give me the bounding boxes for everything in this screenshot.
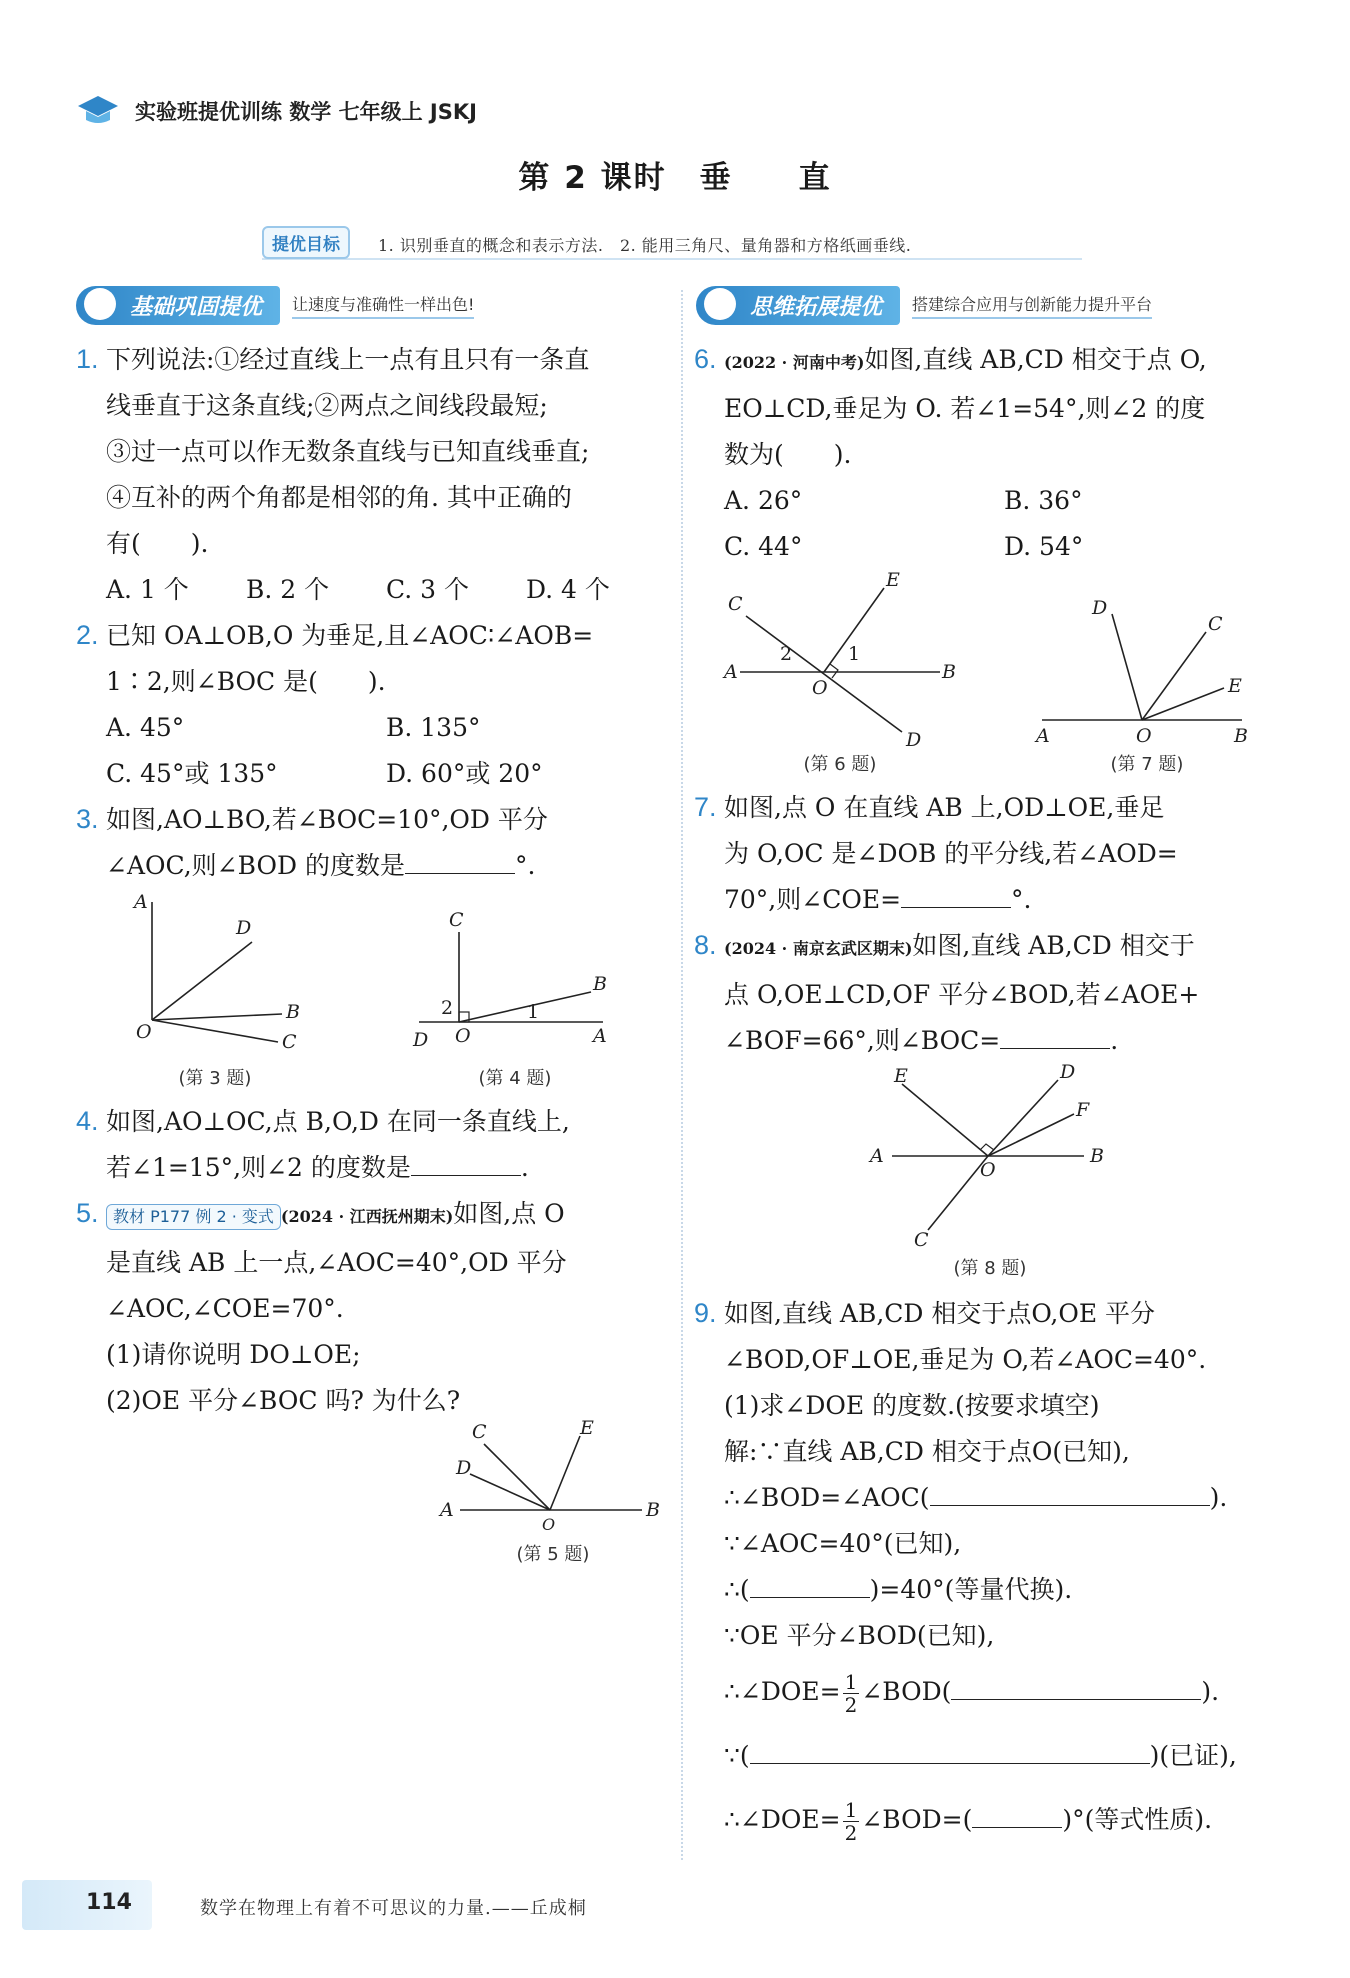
svg-text:B: B xyxy=(1234,725,1248,747)
svg-text:A: A xyxy=(440,1499,454,1521)
figure-8-caption: (第 8 题) xyxy=(953,1258,1027,1279)
question-2: 2. 已知 OA⊥OB,O 为垂足,且∠AOC∶∠AOB= 1∶2,则∠BOC 是( ). A. 45° B. 135° C. 45°或 135° D. 60°或 20° xyxy=(76,612,666,797)
option: C. 45°或 135° xyxy=(106,759,278,788)
option: D. 4 个 xyxy=(526,575,610,604)
question-7: 7. 如图,点 O 在直线 AB 上,OD⊥OE,垂足 为 O,OC 是∠DOB 的平分线,若∠AOD= 70°,则∠COE= °. xyxy=(694,792,1178,914)
svg-text:1: 1 xyxy=(848,643,861,665)
svg-text:2: 2 xyxy=(780,643,793,665)
svg-text:D: D xyxy=(1092,597,1108,619)
atom-icon xyxy=(704,288,736,320)
page-number: 114 xyxy=(86,1890,132,1915)
goal-tag: 提优目标 xyxy=(262,226,350,259)
svg-text:B: B xyxy=(593,973,607,995)
column-divider xyxy=(681,290,683,1860)
answer-blank[interactable] xyxy=(930,1505,1210,1506)
svg-text:C: C xyxy=(914,1229,929,1251)
svg-text:A: A xyxy=(870,1145,884,1167)
option: B. 36° xyxy=(1004,486,1083,515)
section-basic xyxy=(76,286,474,324)
svg-text:D: D xyxy=(456,1457,472,1479)
option: B. 135° xyxy=(386,713,481,742)
answer-blank[interactable] xyxy=(750,1763,1150,1764)
svg-text:D: D xyxy=(236,917,252,939)
question-source: (2022 · 河南中考) xyxy=(724,353,865,372)
question-4: 4. 如图,AO⊥OC,点 B,O,D 在同一条直线上, 若∠1=15°,则∠2 的度数是 . xyxy=(76,1106,570,1182)
svg-text:A: A xyxy=(593,1025,607,1047)
question-9: 9. 如图,直线 AB,CD 相交于点O,OE 平分 ∠BOD,OF⊥OE,垂足为 O,若∠AOC=40°. (1)求∠DOE 的度数.(按要求填空) 解:∵直线 AB,CD 相交于点O(已知), ∴∠BOD=∠AOC( ). ∵∠AOC=40°(已知), ∴( )=40°(等量代换). ∵OE 平分∠BOD(已知), ∴∠DOE= $\frac{1}{2}$ ∠BOD( ). ∵( )(已证), ∴∠DOE= $\frac{1}{2}$ ∠BOD=( )°(等式性质). xyxy=(694,1298,1237,1845)
svg-text:2: 2 xyxy=(441,997,454,1019)
svg-text:E: E xyxy=(886,569,900,591)
svg-text:D: D xyxy=(1060,1061,1076,1083)
svg-text:O: O xyxy=(455,1025,471,1047)
question-source: (2024 · 南京玄武区期末) xyxy=(724,939,913,958)
svg-text:O: O xyxy=(542,1515,556,1534)
svg-text:B: B xyxy=(1090,1145,1104,1167)
svg-text:C: C xyxy=(472,1421,487,1443)
svg-text:C: C xyxy=(728,593,743,615)
svg-text:C: C xyxy=(449,909,464,931)
answer-blank[interactable] xyxy=(750,1597,870,1598)
svg-text:B: B xyxy=(942,661,956,683)
svg-text:O: O xyxy=(136,1021,152,1043)
svg-text:O: O xyxy=(812,677,828,699)
option: B. 2 个 xyxy=(246,575,330,604)
option: A. 45° xyxy=(106,713,185,742)
figure-4-caption: (第 4 题) xyxy=(478,1068,552,1089)
question-5: 5. 教材 P177 例 2 · 变式 (2024 · 江西抚州期末)如图,点 O 是直线 AB 上一点,∠AOC=40°,OD 平分 ∠AOC,∠COE=70°. (1)请你说明 DO⊥OE; (2)OE 平分∠BOC 吗? 为什么? xyxy=(76,1198,567,1415)
option: A. 26° xyxy=(724,486,803,515)
figure-8 xyxy=(862,1062,1122,1252)
svg-text:A: A xyxy=(1036,725,1050,747)
figure-6 xyxy=(716,570,966,750)
answer-blank[interactable] xyxy=(972,1827,1062,1828)
figure-4 xyxy=(405,908,625,1058)
book-title: 实验班提优训练 数学 七年级上 JSKJ xyxy=(135,100,477,124)
option: C. 3 个 xyxy=(386,575,469,604)
figure-5-caption: (第 5 题) xyxy=(516,1544,590,1565)
goal-text: 1. 识别垂直的概念和表示方法. 2. 能用三角尺、量角器和方格纸画垂线. xyxy=(378,236,912,255)
option: D. 60°或 20° xyxy=(386,759,543,788)
section-basic-subtitle: 让速度与准确性一样出色! xyxy=(292,292,474,319)
fraction-half: $\frac{1}{2}$ xyxy=(844,1670,858,1717)
svg-text:F: F xyxy=(1076,1099,1090,1121)
figure-3-caption: (第 3 题) xyxy=(178,1068,252,1089)
figure-6-caption: (第 6 题) xyxy=(803,754,877,775)
lesson-title: 第 2 课时 垂 直 xyxy=(518,160,832,196)
target-icon xyxy=(84,288,116,320)
svg-text:D: D xyxy=(413,1029,429,1051)
figure-5 xyxy=(430,1417,670,1534)
figure-3 xyxy=(120,890,320,1060)
svg-text:E: E xyxy=(580,1417,594,1439)
section-basic-title: 基础巩固提优 xyxy=(76,286,280,325)
svg-text:D: D xyxy=(906,729,922,751)
book-logo-icon xyxy=(76,92,120,128)
svg-text:C: C xyxy=(282,1031,297,1053)
svg-text:A: A xyxy=(134,891,148,913)
svg-text:B: B xyxy=(286,1001,300,1023)
fraction-half: $\frac{1}{2}$ xyxy=(844,1798,858,1845)
answer-blank[interactable] xyxy=(951,1699,1201,1700)
question-1: 1. 下列说法:①经过直线上一点有且只有一条直 线垂直于这条直线;②两点之间线段最短; ③过一点可以作无数条直线与已知直线垂直; ④互补的两个角都是相邻的角. 其中正确的 有( ). A. 1 个 B. 2 个 C. 3 个 D. 4 个 xyxy=(76,336,666,613)
figure-7 xyxy=(1022,592,1262,752)
svg-text:O: O xyxy=(1136,725,1152,747)
question-8: 8. (2024 · 南京玄武区期末)如图,直线 AB,CD 相交于 点 O,OE⊥CD,OF 平分∠BOD,若∠AOE+ ∠BOF=66°,则∠BOC= . xyxy=(694,930,1200,1055)
option: A. 1 个 xyxy=(106,575,189,604)
question-3: 3. 如图,AO⊥BO,若∠BOC=10°,OD 平分 ∠AOC,则∠BOD 的度数是 °. xyxy=(76,804,548,880)
svg-text:E: E xyxy=(1228,675,1242,697)
section-extend xyxy=(696,286,1152,324)
section-extend-subtitle: 搭建综合应用与创新能力提升平台 xyxy=(912,292,1152,319)
question-source: (2024 · 江西抚州期末) xyxy=(280,1207,454,1226)
svg-text:A: A xyxy=(724,661,738,683)
footer-quote: 数学在物理上有着不可思议的力量.——丘成桐 xyxy=(200,1898,587,1919)
svg-text:B: B xyxy=(646,1499,660,1521)
question-6: 6. (2022 · 河南中考)如图,直线 AB,CD 相交于点 O, EO⊥CD,垂足为 O. 若∠1=54°,则∠2 的度 数为( ). A. 26° B. 36° C. 44° D. 54° xyxy=(694,336,1294,570)
textbook-badge: 教材 P177 例 2 · 变式 xyxy=(106,1204,281,1230)
figure-7-caption: (第 7 题) xyxy=(1110,754,1184,775)
option: C. 44° xyxy=(724,532,803,561)
option: D. 54° xyxy=(1004,532,1084,561)
svg-text:O: O xyxy=(980,1159,996,1181)
section-extend-title: 思维拓展提优 xyxy=(696,286,900,325)
svg-text:C: C xyxy=(1208,613,1223,635)
svg-text:E: E xyxy=(894,1065,908,1087)
svg-text:1: 1 xyxy=(527,1001,540,1023)
